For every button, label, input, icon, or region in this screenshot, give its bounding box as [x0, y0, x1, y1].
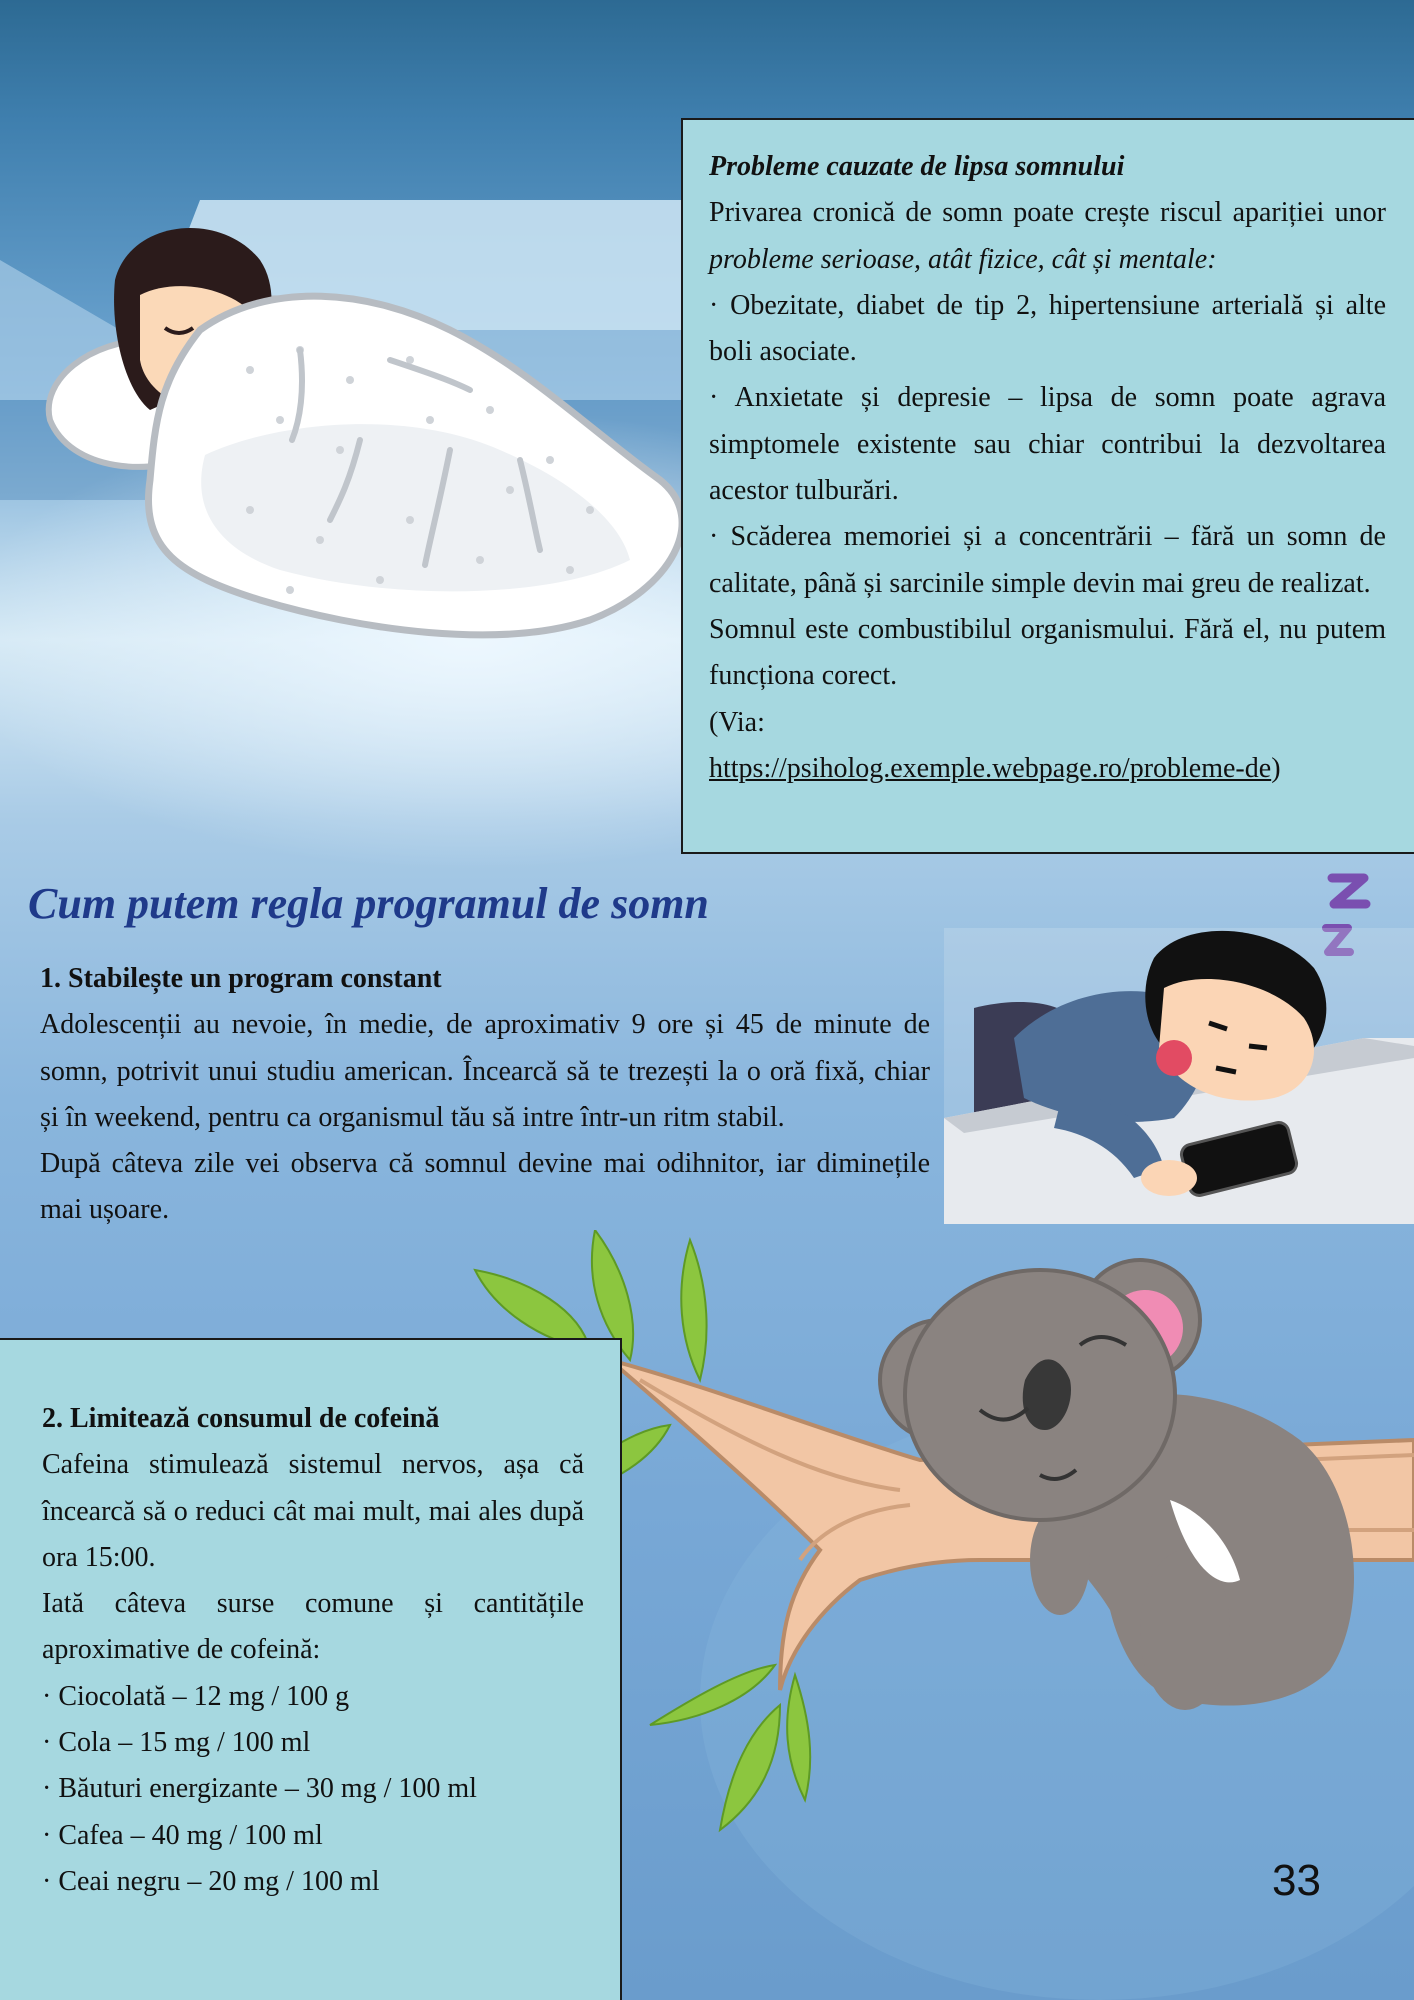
step1-section: [40, 956, 930, 1234]
problems-intro: Privarea cronică de somn poate crește riscul apariției unor probleme serioase, atât fizice, cât și mentale:: [709, 197, 1386, 275]
sleeping-boy-phone-illustration: [944, 928, 1414, 1224]
caffeine-item: · Băuturi energizante – 30 mg / 100 ml: [42, 1773, 477, 1805]
caffeine-item: · Cafea – 40 mg / 100 ml: [42, 1819, 323, 1851]
caffeine-item: · Ceai negru – 20 mg / 100 ml: [42, 1865, 380, 1897]
page-number: 33: [1272, 1856, 1321, 1905]
problems-conclusion: Somnul este combustibilul organismului. Fără el, nu putem funcționa corect.: [709, 613, 1386, 692]
problems-box: [681, 118, 1414, 854]
step1-text-2: După câteva zile vei observa că somnul devine mai odihnitor, iar diminețile mai ușoare.: [40, 1148, 930, 1226]
caffeine-item: · Ciocolată – 12 mg / 100 g: [42, 1680, 350, 1712]
source-line: https://psiholog.exemple.webpage.ro/probleme-de): [709, 752, 1281, 784]
problems-bullet-1: · Obezitate, diabet de tip 2, hipertensiune arterială și alte boli asociate.: [709, 289, 1386, 368]
caffeine-box: [0, 1338, 622, 2000]
leaf: [720, 1705, 780, 1830]
step1-title: 1. Stabilește un program constant: [40, 963, 442, 994]
section-heading: Cum putem regla programul de somn: [28, 879, 709, 928]
problems-title: Probleme cauzate de lipsa somnului: [709, 151, 1125, 182]
sleeping-girl-illustration: [30, 220, 690, 640]
step1-text: Adolescenții au nevoie, în medie, de aproximativ 9 ore și 45 de minute de somn, potrivit unui studiu american. Încearcă să te trezești la o oră fixă, chiar și în weekend, pentru ca organismul tău să intre într-un ritm stabil.: [40, 1009, 930, 1133]
caffeine-text-1: Cafeina stimulează sistemul nervos, așa că încearcă să o reduci cât mai mult, mai ales după ora 15:00.: [42, 1449, 584, 1573]
caffeine-text-2: Iată câteva surse comune și cantitățile aproximative de cofeină:: [42, 1588, 584, 1666]
leaf: [650, 1665, 775, 1725]
problems-bullet-2: · Anxietate și depresie – lipsa de somn poate agrava simptomele existente sau chiar contribui la dezvoltarea acestor tulburări.: [709, 382, 1386, 507]
source-label: (Via:: [709, 706, 765, 738]
caffeine-item: · Cola – 15 mg / 100 ml: [42, 1727, 311, 1759]
leaf: [681, 1240, 706, 1380]
problems-bullet-3: · Scăderea memoriei și a concentrării – fără un somn de calitate, până și sarcinile simple devin mai greu de realizat.: [709, 521, 1386, 599]
caffeine-title: 2. Limitează consumul de cofeină: [42, 1403, 440, 1434]
leaf: [787, 1675, 810, 1800]
source-link[interactable]: https://psiholog.exemple.webpage.ro/probleme-de: [709, 752, 1272, 784]
